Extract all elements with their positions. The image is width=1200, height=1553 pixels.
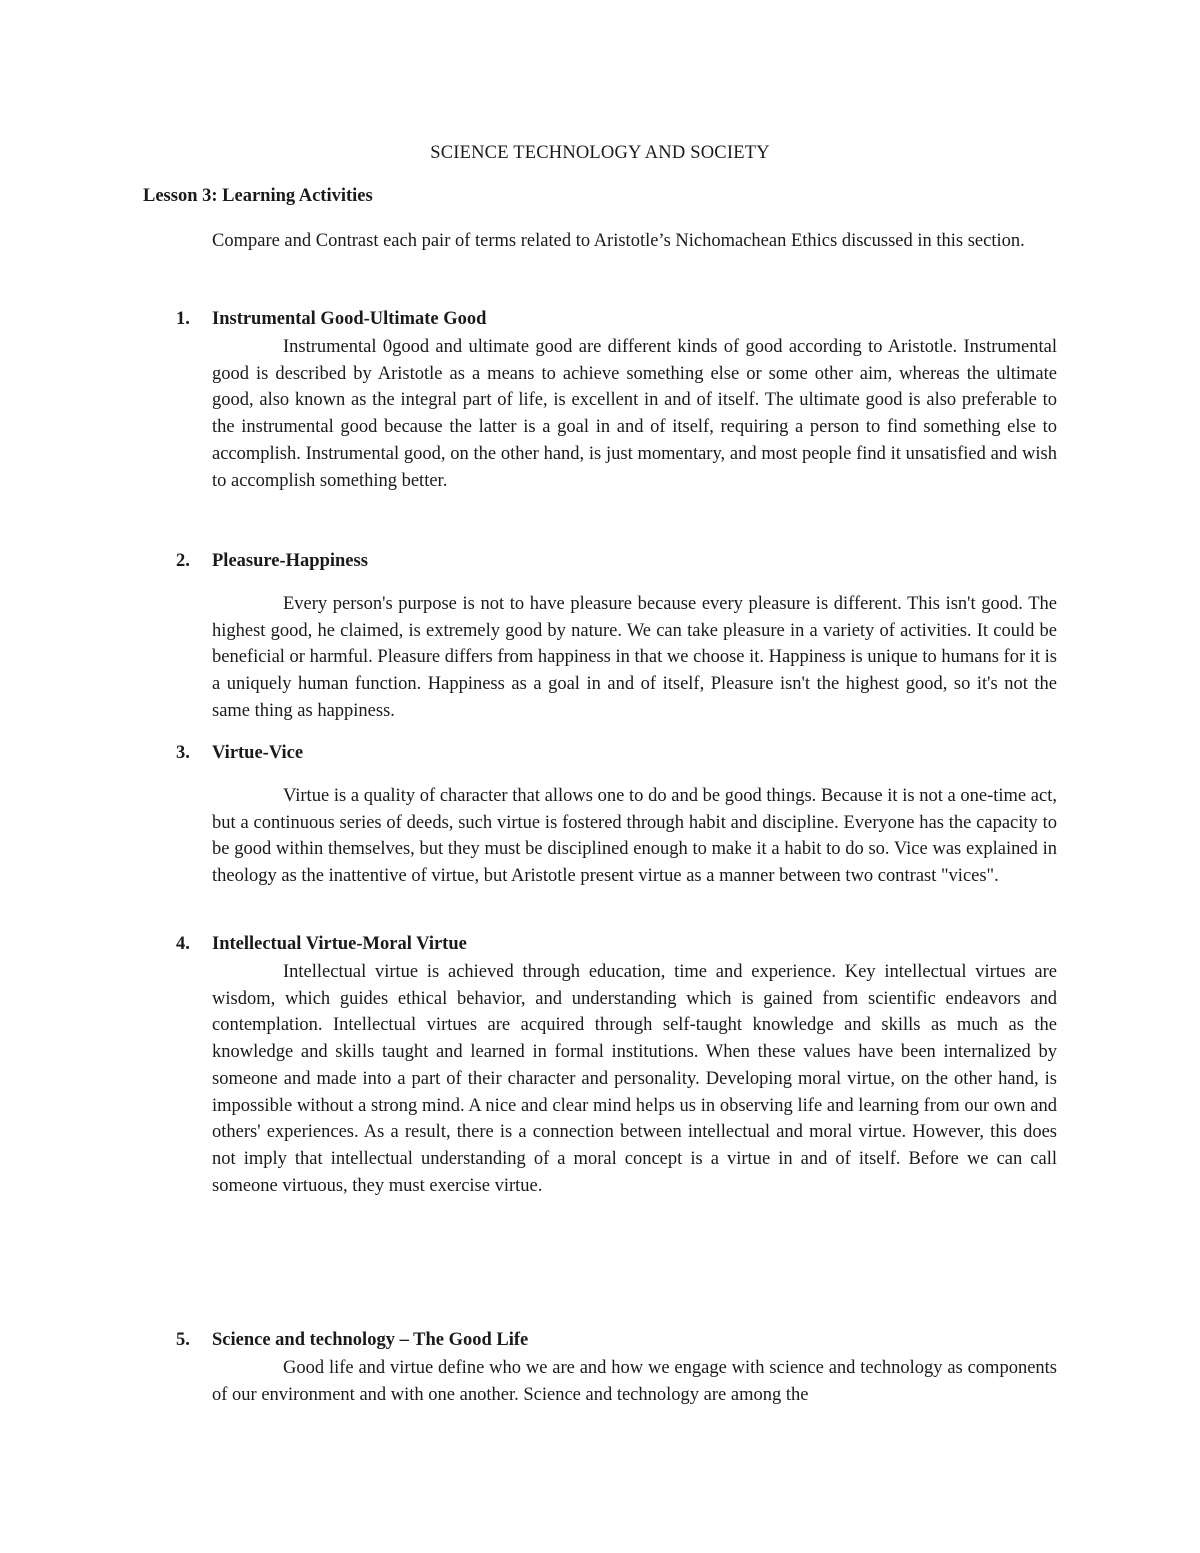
item-5-body: Good life and virtue define who we are and how we engage with science and technology as components of our environment and with one another. Science and technology are among the [212, 1358, 1057, 1405]
item-2-number: 2. [176, 551, 190, 571]
item-1-number: 1. [176, 309, 190, 329]
item-1-title: Instrumental Good-Ultimate Good [212, 309, 487, 329]
item-4-body: Intellectual virtue is achieved through education, time and experience. Key intellectual virtues are wisdom, which guides ethical behavior, and understanding which is gained from scientific endeavors and contemplation. Intellectual virtues are acquired through self-taught knowledge and skills as much as the knowledge and skills taught and learned in formal institutions. When these values have been internalized by someone and made into a part of their character and personality. Developing moral virtue, on the other hand, is impossible without a strong mind. A nice and clear mind helps us in observing life and learning from our own and others' experiences. As a result, there is a connection between intellectual and moral virtue. However, this does not imply that intellectual understanding of a moral concept is a virtue in and of itself. Before we can call someone virtuous, they must exercise virtue. [212, 962, 1057, 1196]
item-5-title: Science and technology – The Good Life [212, 1330, 529, 1350]
item-5-number: 5. [176, 1330, 190, 1350]
item-3-body: Virtue is a quality of character that allows one to do and be good things. Because it is not a one-time act, but a continuous series of deeds, such virtue is fostered through habit and discipline. Everyone has the capacity to be good within themselves, but they must be disciplined enough to make it a habit to do so. Vice was explained in theology as the inattentive of virtue, but Aristotle present virtue as a manner between two contrast "vices". [212, 786, 1057, 887]
item-3-number: 3. [176, 743, 190, 763]
item-2-body: Every person's purpose is not to have pleasure because every pleasure is different. This isn't good. The highest good, he claimed, is extremely good by nature. We can take pleasure in a variety of activities. It could be beneficial or harmful. Pleasure differs from happiness in that we choose it. Happiness is unique to humans for it is a uniquely human function. Happiness as a goal in and of itself, Pleasure isn't the highest good, so it's not the same thing as happiness. [212, 594, 1057, 721]
item-4-number: 4. [176, 934, 190, 954]
lesson-heading: Lesson 3: Learning Activities [143, 186, 373, 206]
item-2-title: Pleasure-Happiness [212, 551, 368, 571]
item-4-title: Intellectual Virtue-Moral Virtue [212, 934, 467, 954]
instructions-paragraph: Compare and Contrast each pair of terms related to Aristotle’s Nichomachean Ethics discussed in this section. [212, 231, 1025, 251]
item-1-body: Instrumental 0good and ultimate good are different kinds of good according to Aristotle. Instrumental good is described by Aristotle as a means to achieve something else or some other aim, whereas the ultimate good, also known as the integral part of life, is excellent in and of itself. The ultimate good is also preferable to the instrumental good because the latter is a goal in and of itself, requiring a person to find something else to accomplish. Instrumental good, on the other hand, is just momentary, and most people find it unsatisfied and wish to accomplish something better. [212, 337, 1057, 491]
item-3-title: Virtue-Vice [212, 743, 304, 763]
document-title: SCIENCE TECHNOLOGY AND SOCIETY [430, 143, 770, 163]
